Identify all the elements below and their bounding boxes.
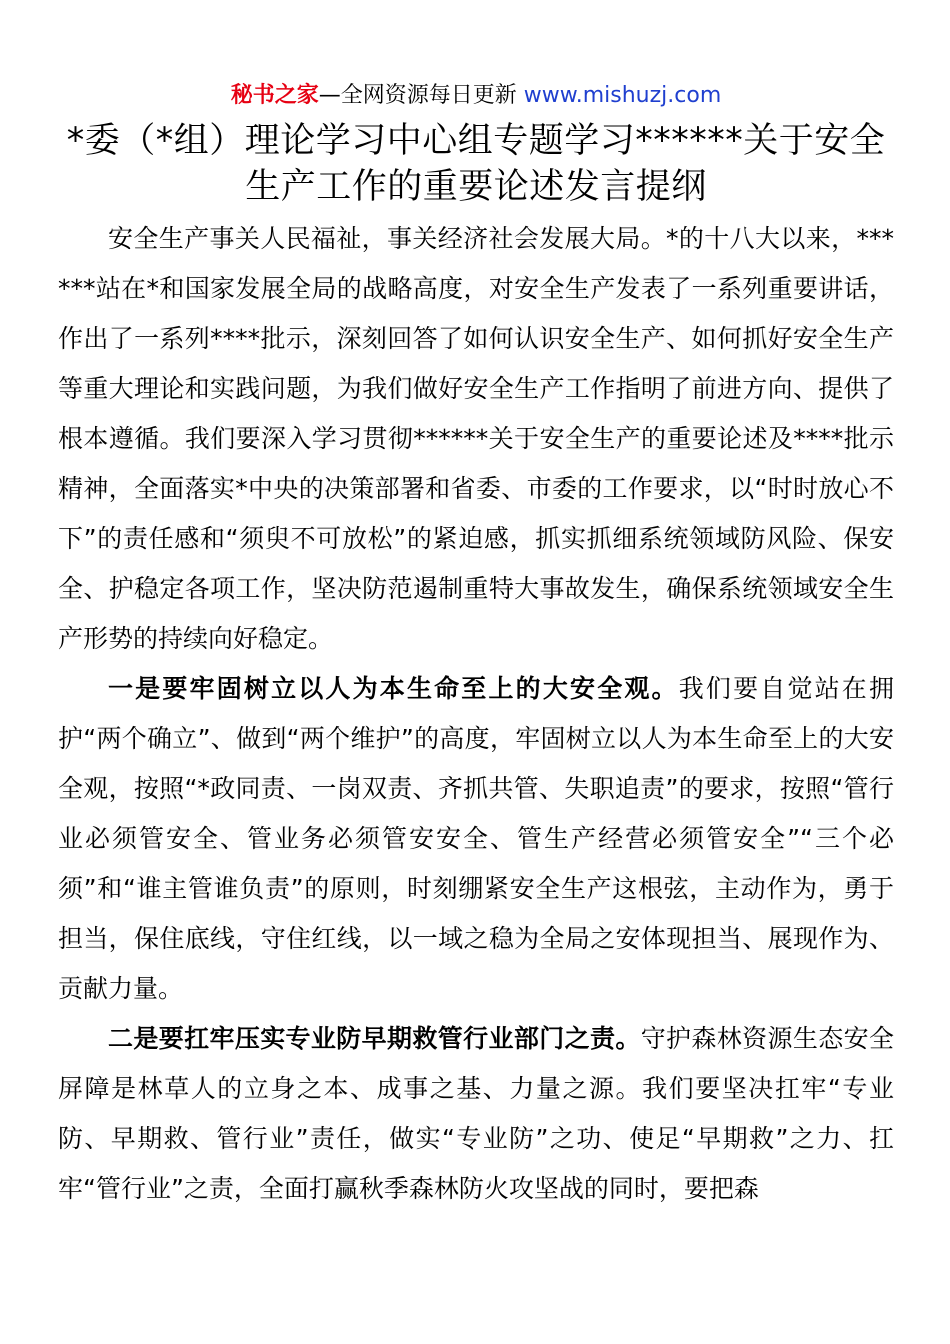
banner-brand: 秘书之家	[230, 83, 319, 108]
document-title	[58, 118, 894, 210]
paragraph-text: 安全生产事关人民福祉，事关经济社会发展大局。*的十八大以来，******站在*和国家发展全局的战略高度，对安全生产发表了一系列重要讲话，作出了一系列****批示，深刻回答了如何认识安全生产、如何抓好安全生产等重大理论和实践问题，为我们做好安全生产工作指明了前进方向、提供了根本遵循。我们要深入学习贯彻******关于安全生产的重要论述及****批示精神，全面落实*中央的决策部署和省委、市委的工作要求，以“时时放心不下”的责任感和“须臾不可放松”的紧迫感，抓实抓细系统领域防风险、保安全、护稳定各项工作，坚决防范遏制重特大事故发生，确保系统领域安全生产形势的持续向好稳定。	[58, 224, 894, 653]
document-page	[58, 80, 894, 1214]
paragraph-point-1	[58, 664, 894, 1014]
banner-tagline: —全网资源每日更新	[318, 83, 524, 108]
banner-url-link[interactable]: www.mishuzj.com	[523, 83, 722, 108]
title-line-1: *委（*组）理论学习中心组专题学习******关于安全	[66, 121, 886, 161]
title-line-2: 生产工作的重要论述发言提纲	[245, 167, 707, 207]
paragraph-lead: 一是要牢固树立以人为本生命至上的大安全观。	[108, 674, 679, 703]
paragraph-point-2	[58, 1014, 894, 1214]
paragraph-intro	[58, 214, 894, 664]
paragraph-text: 守护森林资源生态安全屏障是林草人的立身之本、成事之基、力量之源。我们要坚决扛牢“专业防、早期救、管行业”责任，做实“专业防”之功、使足“早期救”之力、扛牢“管行业”之责，全面打赢秋季森林防火攻坚战的同时，要把森	[58, 1024, 894, 1203]
site-banner	[58, 80, 894, 112]
paragraph-lead: 二是要扛牢压实专业防早期救管行业部门之责。	[108, 1024, 641, 1053]
paragraph-text: 我们要自觉站在拥护“两个确立”、做到“两个维护”的高度，牢固树立以人为本生命至上的大安全观，按照“*政同责、一岗双责、齐抓共管、失职追责”的要求，按照“管行业必须管安全、管业务必须管安安全、管生产经营必须管安全”“三个必须”和“谁主管谁负责”的原则，时刻绷紧安全生产这根弦，主动作为，勇于担当，保住底线，守住红线，以一域之稳为全局之安体现担当、展现作为、贡献力量。	[58, 674, 894, 1003]
